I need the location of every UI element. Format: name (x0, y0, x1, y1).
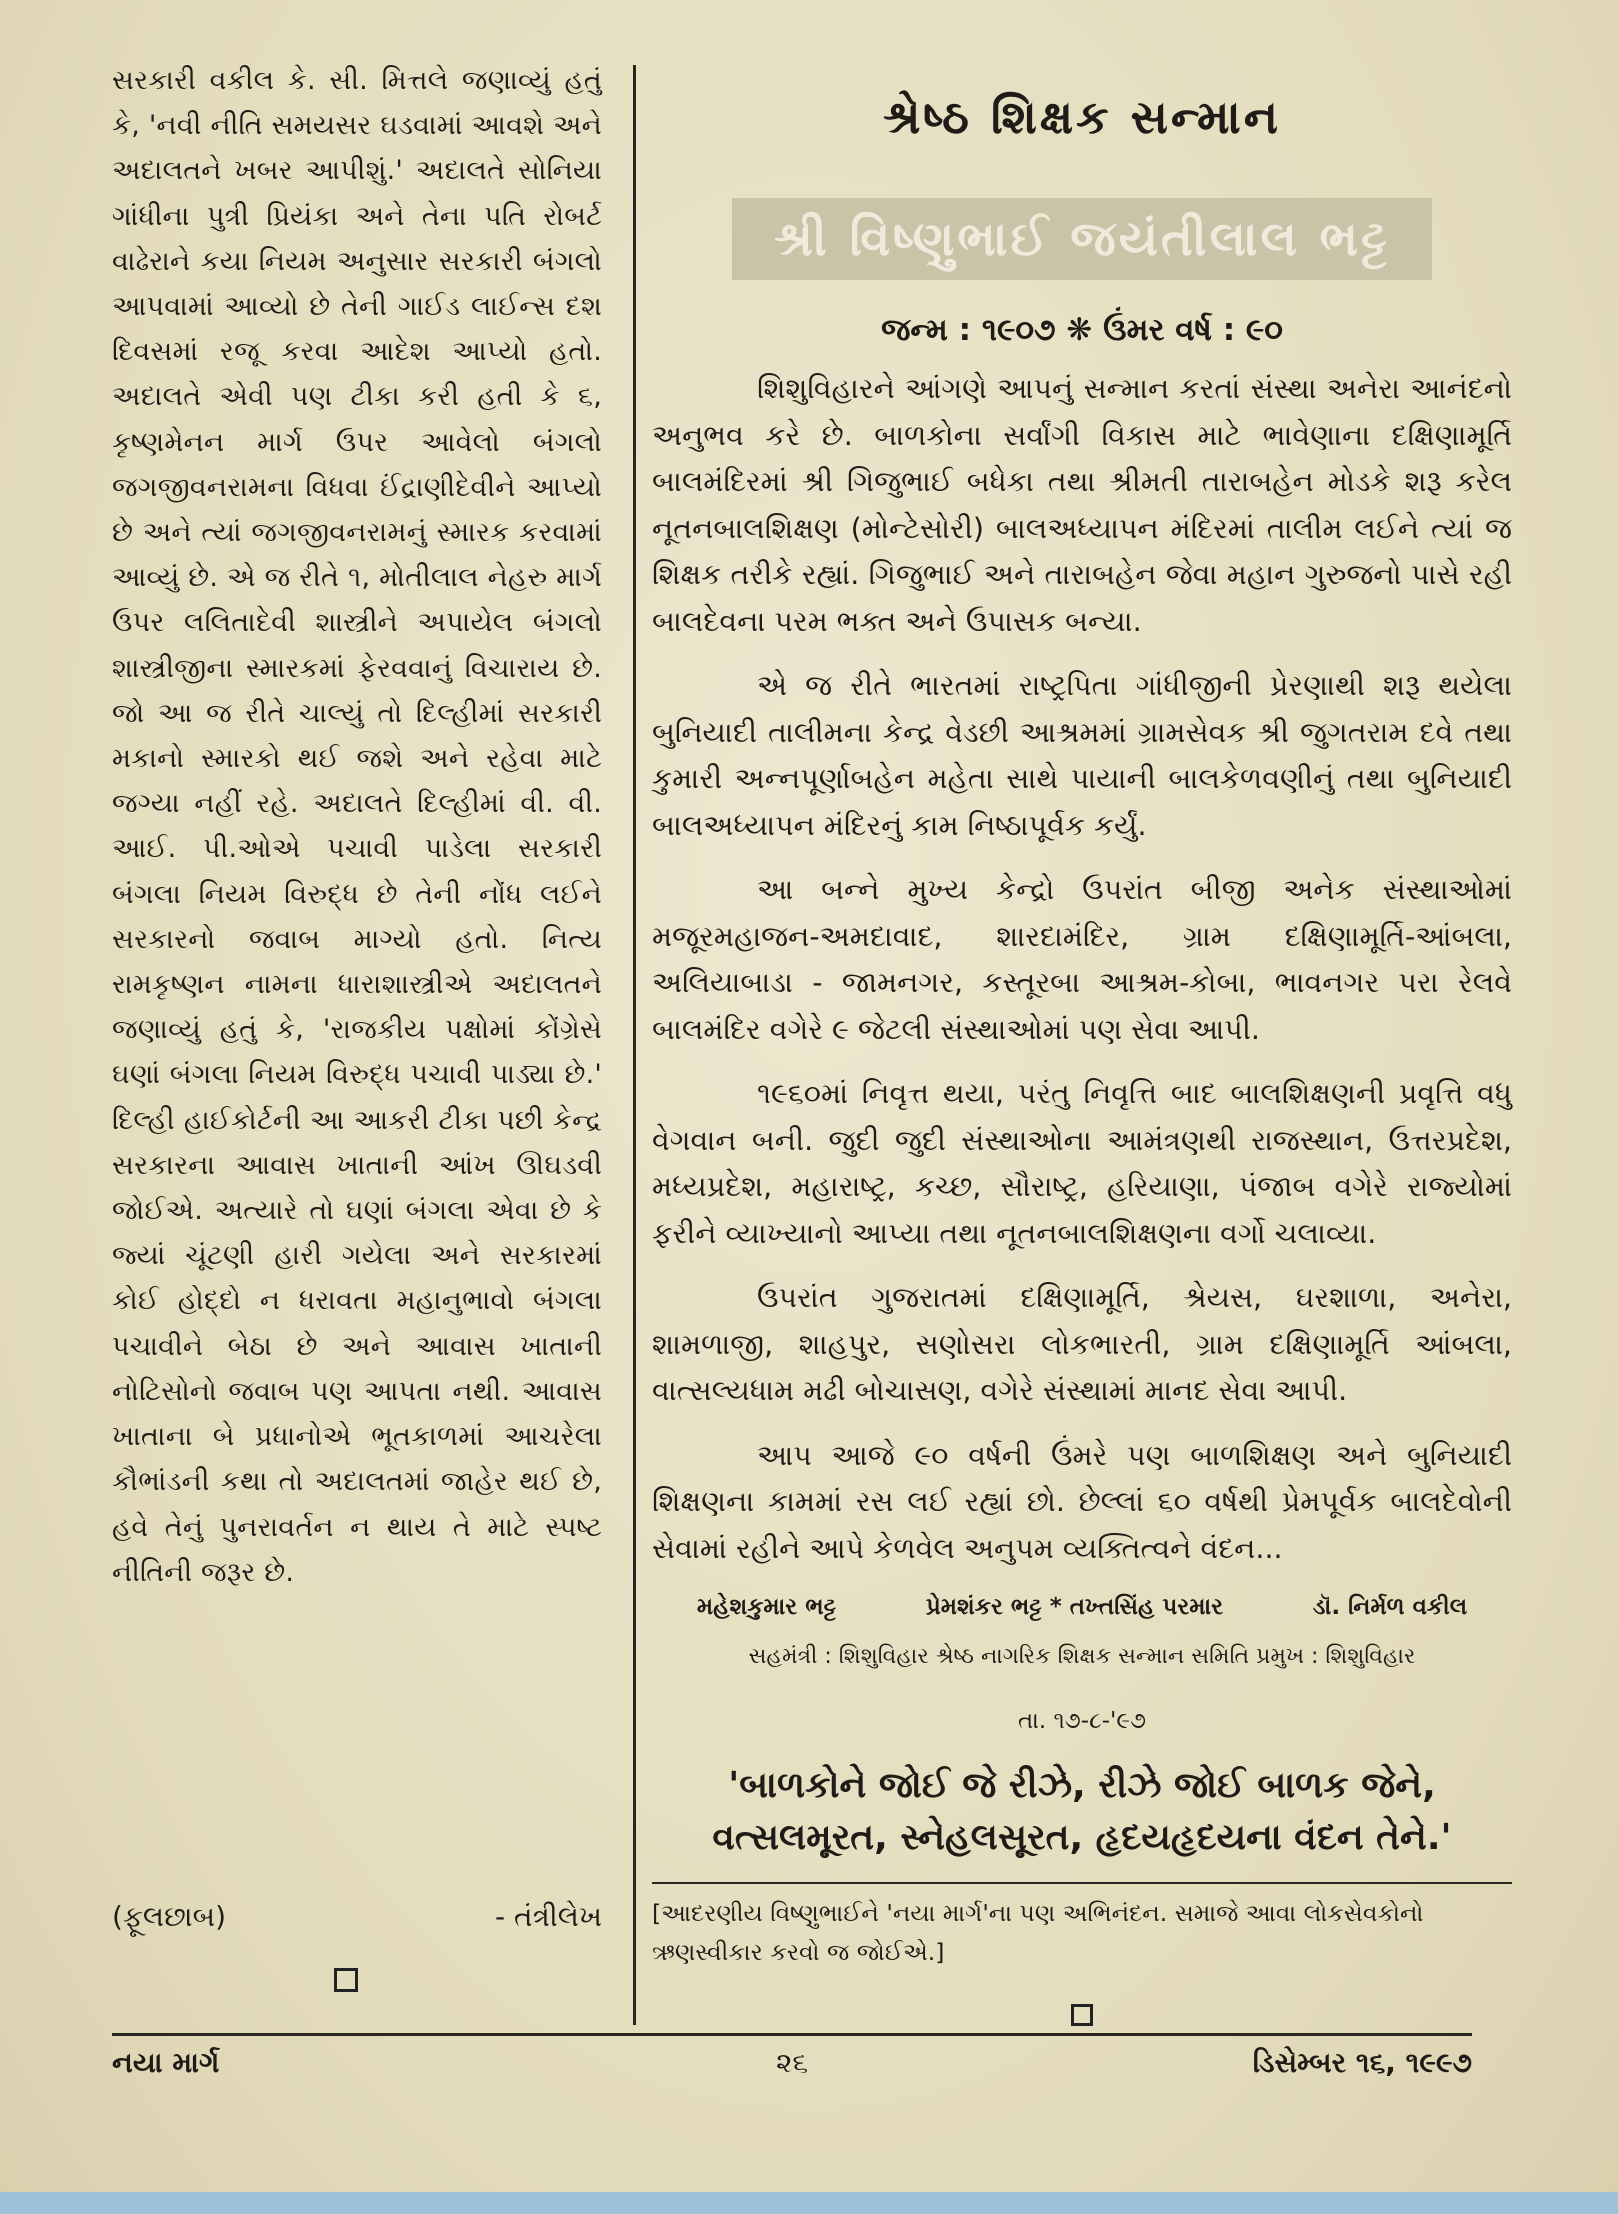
signer-name: પ્રેમશંકર ભટ્ટ * તખ્તસિંહ પરમાર (925, 1594, 1224, 1620)
honoree-name-banner: શ્રી વિષ્ણુભાઈ જયંતીલાલ ભટ્ટ (732, 198, 1432, 280)
scan-edge (0, 2192, 1618, 2214)
end-mark-icon (1071, 2004, 1093, 2026)
signatories (652, 1594, 1512, 1634)
editorial-paragraph: સરકારી વકીલ કે. સી. મિત્તલે જણાવ્યું હતું કે, 'નવી નીતિ સમયસર ઘડવામાં આવશે અને અદાલતને ખબર આપીશું.' અદાલતે સોનિયા ગાંધીના પુત્રી પ્રિયંકા અને તેના પતિ રોબર્ટ વાઢેરાને કયા નિયમ અનુસાર સરકારી બંગલો આપવામાં આવ્યો છે તેની ગાઈડ લાઈન્સ દશ દિવસમાં રજૂ કરવા આદેશ આપ્યો હતો. અદાલતે એવી પણ ટીકા કરી હતી કે ૬, કૃષ્ણમેનન માર્ગ ઉપર આવેલો બંગલો જગજીવનરામના વિધવા ઈંદ્રાણીદેવીને આપ્યો છે અને ત્યાં જગજીવનરામનું સ્મારક કરવામાં આવ્યું છે. એ જ રીતે ૧, મોતીલાલ નેહરુ માર્ગ ઉપર લલિતાદેવી શાસ્ત્રીને અપાયેલ બંગલો શાસ્ત્રીજીના સ્મારકમાં ફેરવવાનું વિચારાય છે. જો આ જ રીતે ચાલ્યું તો દિલ્હીમાં સરકારી મકાનો સ્મારકો થઈ જશે અને રહેવા માટે જગ્યા નહીં રહે. અદાલતે દિલ્હીમાં વી. વી. આઈ. પી.ઓએ પચાવી પાડેલા સરકારી બંગલા નિયમ વિરુદ્ધ છે તેની નોંધ લઈને સરકારનો જવાબ માગ્યો હતો. નિત્ય રામકૃષ્ણન નામના ધારાશાસ્ત્રીએ અદાલતને જણાવ્યું હતું કે, 'રાજકીય પક્ષોમાં કોંગ્રેસે ઘણાં બંગલા નિયમ વિરુદ્ધ પચાવી પાડ્યા છે.' દિલ્હી હાઈકોર્ટની આ આકરી ટીકા પછી કેન્દ્ર સરકારના આવાસ ખાતાની આંખ ઊઘડવી જોઈએ. અત્યારે તો ઘણાં બંગલા એવા છે કે જ્યાં ચૂંટણી હારી ગયેલા અને સરકારમાં કોઈ હોદ્દો ન ધરાવતા મહાનુભાવો બંગલા પચાવીને બેઠા છે અને આવાસ ખાતાની નોટિસોનો જવાબ પણ આપતા નથી. આવાસ ખાતાના બે પ્રધાનોએ ભૂતકાળમાં આચરેલા કૌભાંડની કથા તો અદાલતમાં જાહેર થઈ છે, હવે તેનું પુનરાવર્તન ન થાય તે માટે સ્પષ્ટ નીતિની જરૂર છે. (112, 65, 602, 1588)
award-paragraph: શિશુવિહારને આંગણે આપનું સન્માન કરતાં સંસ્થા અનેરા આનંદનો અનુભવ કરે છે. બાળકોના સર્વાંગી વિકાસ માટે ભાવેણાના દક્ષિણામૂર્તિ બાલમંદિરમાં શ્રી ગિજુભાઈ બધેકા તથા શ્રીમતી તારાબહેન મોડકે શરૂ કરેલ નૂતનબાલશિક્ષણ (મોન્ટેસોરી) બાલઅધ્યાપન મંદિરમાં તાલીમ લઈને ત્યાં જ શિક્ષક તરીકે રહ્યાં. ગિજુભાઈ અને તારાબહેન જેવા મહાન ગુરુજનો પાસે રહી બાલદેવના પરમ ભક્ત અને ઉપાસક બન્યા. (652, 372, 1512, 638)
award-section (652, 60, 1512, 2026)
editorial-credit: - તંત્રીલેખ (495, 1900, 602, 1933)
issue-date: ડિસેમ્બર ૧૬, ૧૯૯૭ (1252, 2046, 1472, 2079)
page-footer (112, 2046, 1472, 2096)
signer-roles: સહમંત્રી : શિશુવિહાર શ્રેષ્ઠ નાગરિક શિક્ષક સન્માન સમિતિ પ્રમુખ : શિશુવિહાર (748, 1644, 1416, 1669)
page-number: ૨૬ (775, 2046, 809, 2079)
quote-divider (652, 1882, 1512, 1884)
signer-name: મહેશકુમાર ભટ્ટ (696, 1594, 837, 1620)
birth-age-line: જન્મ : ૧૯૦૭ ❋ ઉંમર વર્ષ : ૯૦ (881, 312, 1283, 348)
quote-line: 'બાળકોને જોઈ જે રીઝે, રીઝે જોઈ બાળક જેને, (728, 1765, 1436, 1806)
editorial-source: (ફૂલછાબ) (112, 1900, 226, 1933)
publication-name: નયા માર્ગ (112, 2046, 220, 2079)
signer-name: ડૉ. નિર્મળ વકીલ (1312, 1594, 1468, 1620)
footer-divider (112, 2033, 1472, 2036)
editor-note: [આદરણીય વિષ્ણુભાઈને 'નયા માર્ગ'ના પણ અભિનંદન. સમાજે આવા લોકસેવકોનો ઋણસ્વીકાર કરવો જ જોઈએ.] (652, 1899, 1424, 1966)
award-paragraph: આપ આજે ૯૦ વર્ષની ઉંમરે પણ બાળશિક્ષણ અને બુનિયાદી શિક્ષણના કામમાં રસ લઈ રહ્યાં છો. છેલ્લાં ૬૦ વર્ષથી પ્રેમપૂર્વક બાલદેવોની સેવામાં રહીને આપે કેળવેલ અનુપમ વ્યક્તિત્વને વંદન... (652, 1438, 1512, 1565)
award-paragraph: એ જ રીતે ભારતમાં રાષ્ટ્રપિતા ગાંધીજીની પ્રેરણાથી શરૂ થયેલા બુનિયાદી તાલીમના કેન્દ્ર વેડછી આશ્રમમાં ગ્રામસેવક શ્રી જુગતરામ દવે તથા કુમારી અન્નપૂર્ણાબહેન મહેતા સાથે પાયાની બાલકેળવણીનું તથા બુનિયાદી બાલઅધ્યાપન મંદિરનું કામ નિષ્ઠાપૂર્વક કર્યું. (652, 669, 1512, 842)
editorial-column (112, 58, 602, 1595)
award-paragraph: ૧૯૬૦માં નિવૃત્ત થયા, પરંતુ નિવૃત્તિ બાદ બાલશિક્ષણની પ્રવૃત્તિ વધુ વેગવાન બની. જુદી જુદી સંસ્થાઓના આમંત્રણથી રાજસ્થાન, ઉત્તરપ્રદેશ, મધ્યપ્રદેશ, મહારાષ્ટ્ર, કચ્છ, સૌરાષ્ટ્ર, હરિયાણા, પંજાબ વગેરે રાજ્યોમાં ફરીને વ્યાખ્યાનો આપ્યા તથા નૂતનબાલશિક્ષણના વર્ગો ચલાવ્યા. (652, 1077, 1512, 1250)
quote-line: વત્સલમૂરત, સ્નેહલસૂરત, હૃદયહૃદયના વંદન તેને.' (712, 1817, 1452, 1858)
award-paragraph: ઉપરાંત ગુજરાતમાં દક્ષિણામૂર્તિ, શ્રેયસ, ઘરશાળા, અનેરા, શામળાજી, શાહપુર, સણોસરા લોકભારતી, ગ્રામ દક્ષિણામૂર્તિ આંબલા, વાત્સલ્યધામ મઢી બોચાસણ, વગેરે સંસ્થામાં માનદ સેવા આપી. (652, 1281, 1512, 1407)
editorial-signature (112, 1900, 602, 1934)
poem-quote (652, 1760, 1512, 1864)
award-paragraph: આ બન્ને મુખ્ય કેન્દ્રો ઉપરાંત બીજી અનેક સંસ્થાઓમાં મજૂરમહાજન-અમદાવાદ, શારદામંદિર, ગ્રામ દક્ષિણામૂર્તિ-આંબલા, અલિયાબાડા - જામનગર, કસ્તૂરબા આશ્રમ-કોબા, ભાવનગર પરા રેલવે બાલમંદિર વગેરે ૯ જેટલી સંસ્થાઓમાં પણ સેવા આપી. (652, 873, 1512, 1046)
section-title: શ્રેષ્ઠ શિક્ષક સન્માન (883, 90, 1281, 144)
column-divider (633, 65, 636, 2025)
end-mark-icon (334, 1968, 358, 1992)
award-date: તા. ૧૭-૮-'૯૭ (1018, 1708, 1146, 1734)
